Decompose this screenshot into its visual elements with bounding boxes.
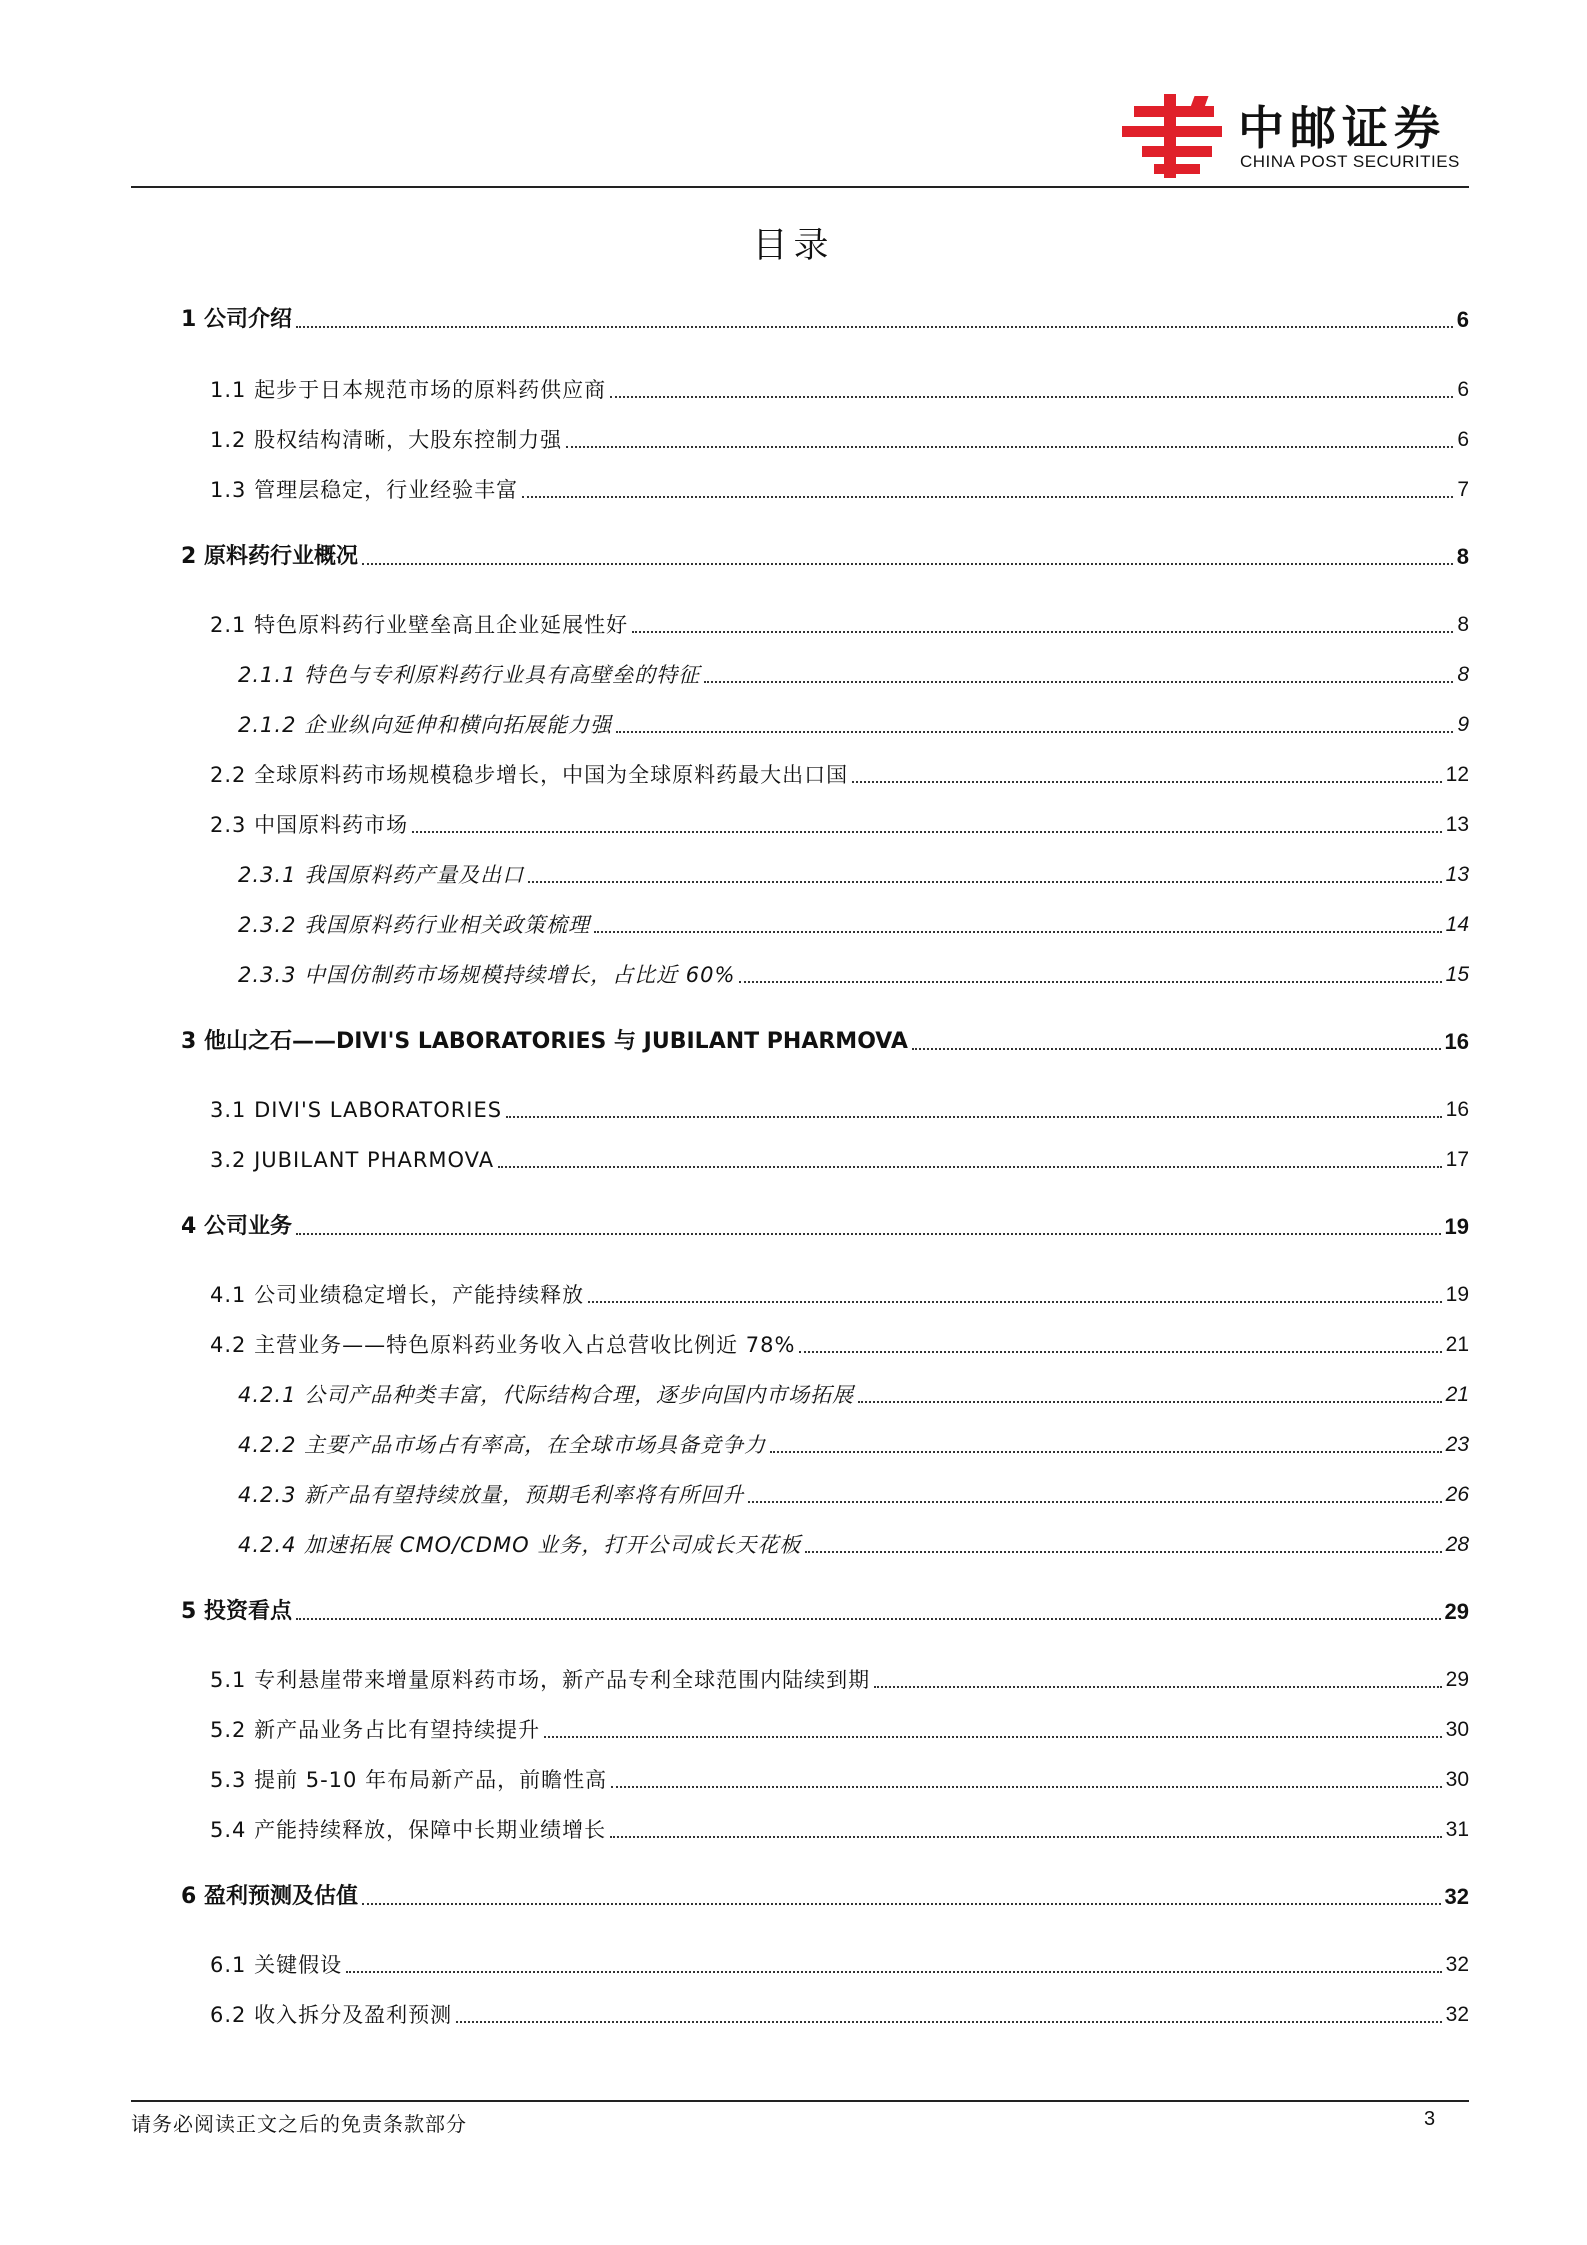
toc-entry-page: 19 xyxy=(1444,1214,1469,1239)
toc-entry[interactable] xyxy=(181,542,1469,572)
toc-entry-label: 2.3.2 我国原料药行业相关政策梳理 xyxy=(238,913,591,937)
toc-leader-dots xyxy=(296,1233,1441,1235)
toc-leader-dots xyxy=(362,1903,1441,1905)
toc-entry[interactable] xyxy=(181,1882,1469,1912)
toc-leader-dots xyxy=(748,1501,1442,1503)
toc-leader-dots xyxy=(912,1048,1441,1050)
toc-leader-dots xyxy=(739,981,1441,983)
toc-entry-label: 1.2 股权结构清晰，大股东控制力强 xyxy=(210,428,563,452)
toc-leader-dots xyxy=(610,1836,1442,1838)
toc-entry-label: 1.1 起步于日本规范市场的原料药供应商 xyxy=(210,378,607,402)
toc-entry-label: 4 公司业务 xyxy=(181,1214,292,1239)
toc-entry-page: 16 xyxy=(1445,1098,1469,1121)
toc-leader-dots xyxy=(799,1351,1441,1353)
toc-entry[interactable] xyxy=(210,810,1469,840)
toc-entry-label: 6.2 收入拆分及盈利预测 xyxy=(210,2003,453,2027)
toc-entry[interactable] xyxy=(238,860,1469,890)
toc-leader-dots xyxy=(805,1551,1441,1553)
toc-entry-page: 23 xyxy=(1445,1433,1469,1456)
toc-entry[interactable] xyxy=(238,710,1469,740)
toc-entry-label: 3.2 JUBILANT PHARMOVA xyxy=(210,1148,495,1172)
toc-entry-label: 3 他山之石——DIVI'S LABORATORIES 与 JUBILANT PHARMOVA xyxy=(181,1029,908,1054)
toc-entry-label: 4.2 主营业务——特色原料药业务收入占总营收比例近 78% xyxy=(210,1333,796,1357)
toc-entry[interactable] xyxy=(210,1950,1469,1980)
toc-entry-label: 4.2.2 主要产品市场占有率高，在全球市场具备竞争力 xyxy=(238,1433,767,1457)
toc-entry-page: 6 xyxy=(1457,428,1469,451)
toc-leader-dots xyxy=(456,2021,1442,2023)
toc-entry-page: 13 xyxy=(1445,863,1469,886)
toc-entry-page: 29 xyxy=(1444,1599,1469,1624)
toc-leader-dots xyxy=(704,681,1453,683)
toc-entry[interactable] xyxy=(210,2000,1469,2030)
toc-leader-dots xyxy=(296,326,1453,328)
toc-entry-page: 16 xyxy=(1444,1029,1469,1054)
toc-entry-page: 8 xyxy=(1456,544,1469,569)
toc-entry[interactable] xyxy=(181,1027,1469,1057)
toc-leader-dots xyxy=(362,563,1453,565)
toc-leader-dots xyxy=(852,781,1442,783)
page-number: 3 xyxy=(1424,2108,1436,2130)
toc-entry-page: 9 xyxy=(1457,713,1469,736)
toc-leader-dots xyxy=(874,1686,1442,1688)
toc-entry-page: 29 xyxy=(1445,1668,1469,1691)
toc-entry-label: 4.1 公司业绩稳定增长，产能持续释放 xyxy=(210,1283,585,1307)
toc-entry[interactable] xyxy=(238,1380,1469,1410)
toc-leader-dots xyxy=(528,881,1442,883)
toc-leader-dots xyxy=(506,1116,1442,1118)
toc-leader-dots xyxy=(632,631,1453,633)
toc-entry-label: 2.1 特色原料药行业壁垒高且企业延展性好 xyxy=(210,613,629,637)
toc-leader-dots xyxy=(616,731,1453,733)
toc-entry-label: 4.2.1 公司产品种类丰富，代际结构合理，逐步向国内市场拓展 xyxy=(238,1383,855,1407)
toc-entry-page: 13 xyxy=(1445,813,1469,836)
toc-entry[interactable] xyxy=(210,1715,1469,1745)
toc-entry-label: 2.1.1 特色与专利原料药行业具有高壁垒的特征 xyxy=(238,663,701,687)
toc-entry-label: 2.3 中国原料药市场 xyxy=(210,813,409,837)
toc-entry-page: 26 xyxy=(1445,1483,1469,1506)
toc-leader-dots xyxy=(588,1301,1442,1303)
toc-entry-page: 19 xyxy=(1445,1283,1469,1306)
toc-entry-label: 5.1 专利悬崖带来增量原料药市场，新产品专利全球范围内陆续到期 xyxy=(210,1668,871,1692)
toc-entry-page: 30 xyxy=(1445,1768,1469,1791)
brand-name-en: CHINA POST SECURITIES xyxy=(1240,152,1460,171)
toc-entry[interactable] xyxy=(210,475,1469,505)
toc-entry[interactable] xyxy=(210,610,1469,640)
toc-leader-dots xyxy=(544,1736,1442,1738)
toc-entry-label: 2.2 全球原料药市场规模稳步增长，中国为全球原料药最大出口国 xyxy=(210,763,849,787)
toc-entry-page: 32 xyxy=(1445,2003,1469,2026)
toc-entry-page: 32 xyxy=(1445,1953,1469,1976)
toc-entry[interactable] xyxy=(238,660,1469,690)
toc-leader-dots xyxy=(412,831,1442,833)
toc-entry[interactable] xyxy=(238,1530,1469,1560)
toc-entry-page: 28 xyxy=(1445,1533,1469,1556)
toc-entry-page: 21 xyxy=(1445,1333,1469,1356)
toc-entry-label: 5.2 新产品业务占比有望持续提升 xyxy=(210,1718,541,1742)
toc-leader-dots xyxy=(611,1786,1442,1788)
footer-divider xyxy=(131,2100,1469,2102)
toc-entry-page: 8 xyxy=(1457,663,1469,686)
toc-leader-dots xyxy=(770,1451,1442,1453)
toc-entry[interactable] xyxy=(181,1212,1469,1242)
toc-entry[interactable] xyxy=(238,1480,1469,1510)
toc-entry[interactable] xyxy=(210,1765,1469,1795)
toc-entry[interactable] xyxy=(210,375,1469,405)
toc-entry-page: 15 xyxy=(1445,963,1469,986)
toc-leader-dots xyxy=(594,931,1442,933)
toc-entry[interactable] xyxy=(210,1330,1469,1360)
toc-leader-dots xyxy=(566,446,1453,448)
toc-entry-label: 1.3 管理层稳定，行业经验丰富 xyxy=(210,478,519,502)
toc-leader-dots xyxy=(858,1401,1442,1403)
toc-entry[interactable] xyxy=(210,1145,1469,1175)
footer-disclaimer: 请务必阅读正文之后的免责条款部分 xyxy=(131,2112,467,2136)
toc-leader-dots xyxy=(522,496,1453,498)
toc-entry-page: 6 xyxy=(1457,378,1469,401)
toc-entry-page: 12 xyxy=(1445,763,1469,786)
toc-entry[interactable] xyxy=(238,960,1469,990)
toc-leader-dots xyxy=(346,1971,1442,1973)
toc-entry-label: 6.1 关键假设 xyxy=(210,1953,343,1977)
toc-entry-page: 32 xyxy=(1444,1884,1469,1909)
toc-leader-dots xyxy=(610,396,1453,398)
toc-entry[interactable] xyxy=(210,425,1469,455)
toc-entry-page: 31 xyxy=(1445,1818,1469,1841)
toc-entry-page: 14 xyxy=(1445,913,1469,936)
toc-entry-page: 17 xyxy=(1445,1148,1469,1171)
toc-entry[interactable] xyxy=(210,1095,1469,1125)
toc-entry-label: 6 盈利预测及估值 xyxy=(181,1884,358,1909)
toc-entry[interactable] xyxy=(181,305,1469,335)
toc-entry-page: 7 xyxy=(1457,478,1469,501)
toc-entry-label: 2.3.3 中国仿制药市场规模持续增长，占比近 60% xyxy=(238,963,736,987)
toc-title: 目录 xyxy=(752,226,835,266)
toc-entry-label: 2.3.1 我国原料药产量及出口 xyxy=(238,863,525,887)
toc-entry[interactable] xyxy=(210,1815,1469,1845)
toc-entry[interactable] xyxy=(210,760,1469,790)
brand-name-cn: 中邮证券 xyxy=(1238,101,1446,155)
toc-entry-label: 2 原料药行业概况 xyxy=(181,544,358,569)
toc-leader-dots xyxy=(498,1166,1442,1168)
toc-entry-page: 8 xyxy=(1457,613,1469,636)
toc-entry[interactable] xyxy=(210,1665,1469,1695)
toc-entry[interactable] xyxy=(181,1597,1469,1627)
toc-leader-dots xyxy=(296,1618,1441,1620)
toc-entry-page: 30 xyxy=(1445,1718,1469,1741)
toc-entry-label: 1 公司介绍 xyxy=(181,307,292,332)
toc-entry-page: 6 xyxy=(1456,307,1469,332)
toc-entry[interactable] xyxy=(238,1430,1469,1460)
toc-entry-label: 3.1 DIVI'S LABORATORIES xyxy=(210,1098,503,1122)
toc-entry-page: 21 xyxy=(1445,1383,1469,1406)
toc-entry-label: 5.3 提前 5-10 年布局新产品，前瞻性高 xyxy=(210,1768,608,1792)
toc-entry[interactable] xyxy=(238,910,1469,940)
toc-entry-label: 4.2.4 加速拓展 CMO/CDMO 业务，打开公司成长天花板 xyxy=(238,1533,802,1557)
toc-entry-label: 4.2.3 新产品有望持续放量，预期毛利率将有所回升 xyxy=(238,1483,745,1507)
toc-entry-label: 5 投资看点 xyxy=(181,1599,292,1624)
toc-entry[interactable] xyxy=(210,1280,1469,1310)
toc-entry-label: 2.1.2 企业纵向延伸和横向拓展能力强 xyxy=(238,713,613,737)
toc-entry-label: 5.4 产能持续释放，保障中长期业绩增长 xyxy=(210,1818,607,1842)
